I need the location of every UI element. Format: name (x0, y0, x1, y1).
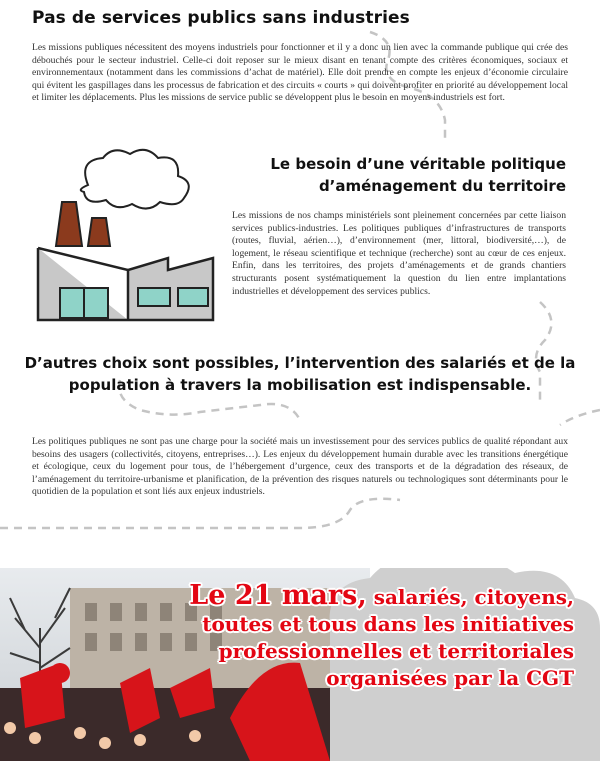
section-body-choix: Les politiques publiques ne sont pas une charge pour la société mais un investissement pour des services publics de qualité répondant aux besoins des usagers (collectivités, citoyens, entreprises…). Les enjeux du développement humain durable avec les transitions énergétique et écologique, ceux du logement pour tous, de l’hébergement d’urgence, ceux des transports et de la dégradation des réseaux, de l’aménagement du territoire-urbanisme et planification, de la prévention des risques naturels ou technologiques sont déterminants pour le quotidien de la population et sont liés aux enjeux industriels. (32, 436, 568, 498)
factory-building-icon (38, 248, 213, 320)
section-title-choix-line2: population à travers la mobilisation est indispensable. (68, 376, 532, 394)
section-body-territoire: Les missions de nos champs ministériels sont pleinement concernées par cette liaison services publics-industries. Les politiques publiques d’infrastructures de transports (routes, fluvial, aérien…), d’environnement (mer, littoral, biodiversité,…), de logement, le réseau scientifique et technique (recherche) sont au cœur de ces enjeux. Enfin, dans les territoires, des projets d’aménagements et de grands chantiers structurants posent systématiquement la question du lien entre implantations industrielles et développement des services publics. (232, 210, 566, 297)
headline-line1: salariés, citoyens, (373, 585, 574, 609)
headline-line3: professionnelles et territoriales (218, 639, 574, 663)
section-title-industries: Pas de services publics sans industries (32, 8, 410, 28)
headline-line4: organisées par la CGT (326, 666, 574, 690)
section-title-territoire (250, 153, 566, 197)
section-body-industries: Les missions publiques nécessitent des moyens industriels pour fonctionner et il y a donc un lien avec la commande publique qui crée des débouchés pour le secteur industriel. Celle-ci doit reposer sur le mieux disant en tenant compte des critères économiques, sociaux et environnementaux (notamment dans les commissions d’achat de matériel). Elle doit prendre en compte les enjeux d’économie circulaire qui évitent les gaspillages dans les processus de fabrication et des circuits « courts » qui doivent profiter en priorité au développement local et limiter les déplacements. Plus les missions de service public se développent plus le besoin en moyens industriels est fort. (32, 42, 568, 104)
chimney-icon (56, 202, 110, 246)
section-title-territoire-line2: d’aménagement du territoire (318, 177, 566, 195)
section-title-choix (22, 352, 578, 396)
headline-line2: toutes et tous dans les initiatives (202, 612, 574, 636)
headline-date: Le 21 mars, (189, 580, 367, 611)
cloud-icon (81, 150, 189, 209)
mobilisation-headline (189, 582, 574, 692)
section-title-choix-line1: D’autres choix sont possibles, l’intervention des salariés et de la (24, 354, 576, 372)
factory-illustration (28, 140, 228, 330)
section-title-territoire-line1: Le besoin d’une véritable politique (270, 155, 566, 173)
